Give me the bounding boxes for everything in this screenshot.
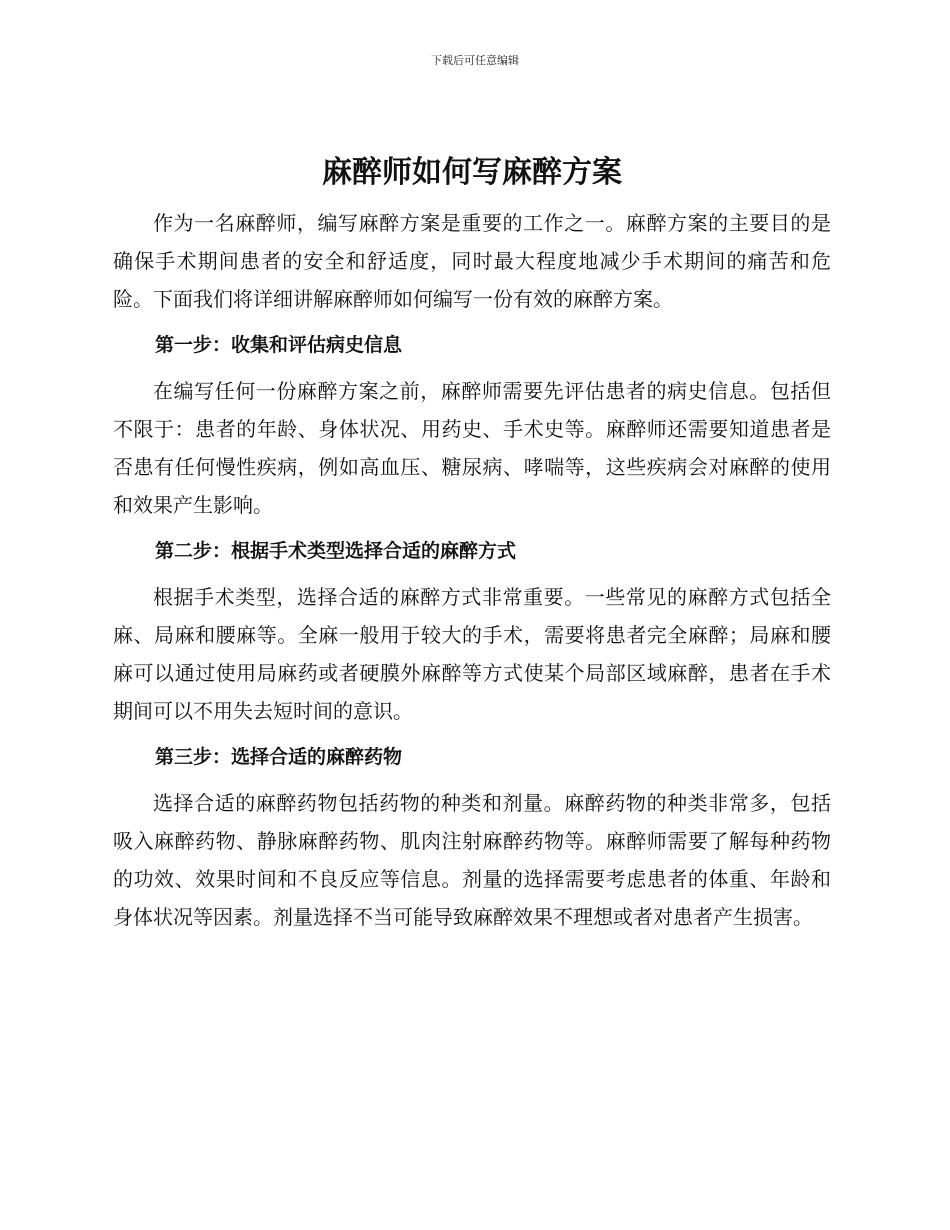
step-3-heading: 第三步：选择合适的麻醉药物 [155,746,403,768]
step-3-paragraph: 选择合适的麻醉药物包括药物的种类和剂量。麻醉药物的种类非常多，包括吸入麻醉药物、静脉麻醉药物、肌肉注射麻醉药物等。麻醉师需要了解每种药物的功效、效果时间和不良反应等信息。剂量的选择需要考虑患者的体重、年龄和身体状况等因素。剂量选择不当可能导致麻醉效果不理想或者对患者产生损害。 [113,791,831,929]
step-2-heading: 第二步：根据手术类型选择合适的麻醉方式 [155,540,517,562]
step-1-paragraph: 在编写任何一份麻醉方案之前，麻醉师需要先评估患者的病史信息。包括但不限于：患者的年龄、身体状况、用药史、手术史等。麻醉师还需要知道患者是否患有任何慢性疾病，例如高血压、糖尿病、哮喘等，这些疾病会对麻醉的使用和效果产生影响。 [113,379,831,517]
step-1-heading: 第一步：收集和评估病史信息 [155,334,403,356]
document-title: 麻醉师如何写麻醉方案 [322,155,622,190]
document-body [113,150,831,936]
step-2-paragraph: 根据手术类型，选择合适的麻醉方式非常重要。一些常见的麻醉方式包括全麻、局麻和腰麻等。全麻一般用于较大的手术，需要将患者完全麻醉；局麻和腰麻可以通过使用局麻药或者硬膜外麻醉等方式使某个局部区域麻醉，患者在手术期间可以不用失去短时间的意识。 [113,585,831,723]
intro-paragraph: 作为一名麻醉师，编写麻醉方案是重要的工作之一。麻醉方案的主要目的是确保手术期间患者的安全和舒适度，同时最大程度地减少手术期间的痛苦和危险。下面我们将详细讲解麻醉师如何编写一份有效的麻醉方案。 [113,211,831,311]
page-header: 下载后可任意编辑 [431,54,519,67]
